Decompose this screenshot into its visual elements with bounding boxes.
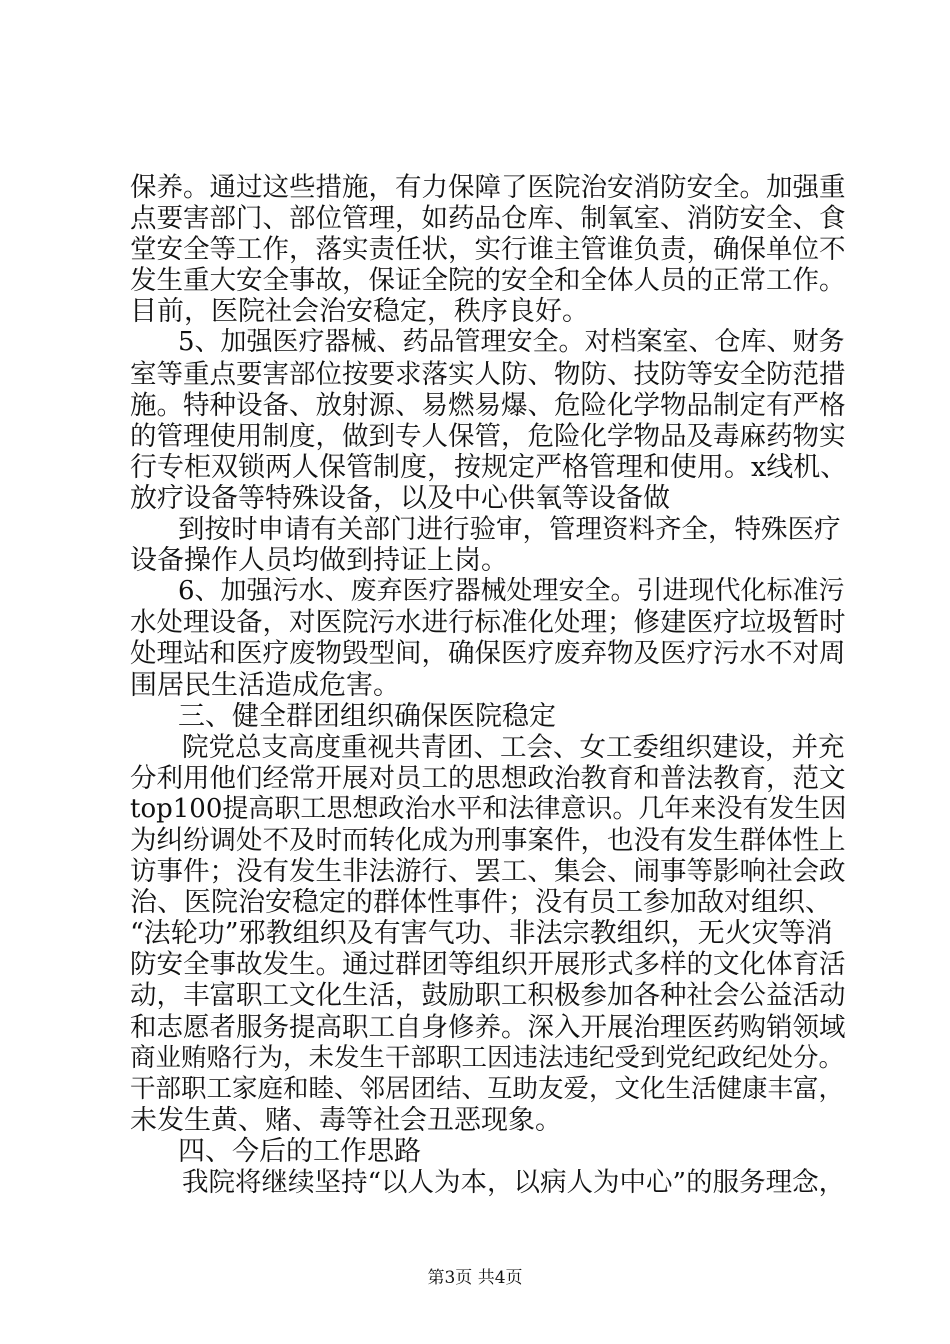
- text-line: 治、医院治安稳定的群体性事件；没有员工参加敌对组织、: [130, 887, 832, 919]
- text-line: 发生重大安全事故，保证全院的安全和全体人员的正常工作。: [130, 265, 846, 297]
- text-line: 水处理设备，对医院污水进行标准化处理；修建医疗垃圾暂时: [130, 607, 846, 639]
- text-line: 和志愿者服务提高职工自身修养。深入开展治理医药购销领域: [130, 1011, 846, 1043]
- text-line: 动，丰富职工文化生活，鼓励职工积极参加各种社会公益活动: [130, 980, 846, 1012]
- text-line: 行专柜双锁两人保管制度，按规定严格管理和使用。x线机、: [130, 451, 848, 483]
- text-line: 到按时申请有关部门进行验审，管理资料齐全，特殊医疗: [178, 514, 841, 546]
- text-line: 我院将继续坚持“以人为本，以病人为中心”的服务理念，: [182, 1167, 846, 1198]
- text-line: “法轮功”邪教组织及有害气功、非法宗教组织，无火灾等消: [130, 918, 833, 950]
- text-line: 干部职工家庭和睦、邻居团结、互助友爱，文化生活健康丰富，: [130, 1073, 845, 1104]
- text-line: 商业贿赂行为，未发生干部职工因违法违纪受到党纪政纪处分。: [130, 1042, 845, 1073]
- text-line: 未发生黄、赌、毒等社会丑恶现象。: [130, 1104, 562, 1136]
- text-line: top100提高职工思想政治水平和法律意识。几年来没有发生因: [130, 793, 847, 824]
- text-line: 处理站和医疗废物毁型间，确保医疗废弃物及医疗污水不对周: [130, 638, 846, 670]
- text-line: 放疗设备等特殊设备，以及中心供氧等设备做: [130, 482, 670, 514]
- text-line: 点要害部门、部位管理，如药品仓库、制氧室、消防安全、食: [130, 203, 846, 235]
- text-line: 四、今后的工作思路: [178, 1135, 421, 1167]
- text-line: 三、健全群团组织确保医院稳定: [178, 700, 556, 732]
- text-line: 设备操作人员均做到持证上岗。: [130, 545, 508, 577]
- page-footer: 第3页 共4页: [427, 1268, 523, 1288]
- text-line: 室等重点要害部位按要求落实人防、物防、技防等安全防范措: [130, 358, 846, 390]
- text-line: 目前，医院社会治安稳定，秩序良好。: [130, 296, 589, 328]
- text-line: 保养。通过这些措施，有力保障了医院治安消防安全。加强重: [130, 172, 846, 203]
- text-line: 的管理使用制度，做到专人保管，危险化学物品及毒麻药物实: [130, 420, 846, 452]
- text-line: 围居民生活造成危害。: [130, 669, 400, 701]
- text-line: 院党总支高度重视共青团、工会、女工委组织建设，并充: [182, 731, 845, 763]
- document-body: [130, 172, 850, 1198]
- text-line: 访事件；没有发生非法游行、罢工、集会、闹事等影响社会政: [130, 856, 846, 888]
- text-line: 施。特种设备、放射源、易燃易爆、危险化学物品制定有严格: [130, 389, 846, 421]
- text-line: 为纠纷调处不及时而转化成为刑事案件，也没有发生群体性上: [130, 824, 846, 856]
- text-line: 防安全事故发生。通过群团等组织开展形式多样的文化体育活: [130, 949, 846, 981]
- text-line: 5、加强医疗器械、药品管理安全。对档案室、仓库、财务: [178, 327, 845, 358]
- text-line: 堂安全等工作，落实责任状，实行谁主管谁负责，确保单位不: [130, 234, 846, 266]
- text-line: 6、加强污水、废弃医疗器械处理安全。引进现代化标准污: [178, 576, 845, 607]
- text-line: 分利用他们经常开展对员工的思想政治教育和普法教育，范文: [130, 762, 846, 794]
